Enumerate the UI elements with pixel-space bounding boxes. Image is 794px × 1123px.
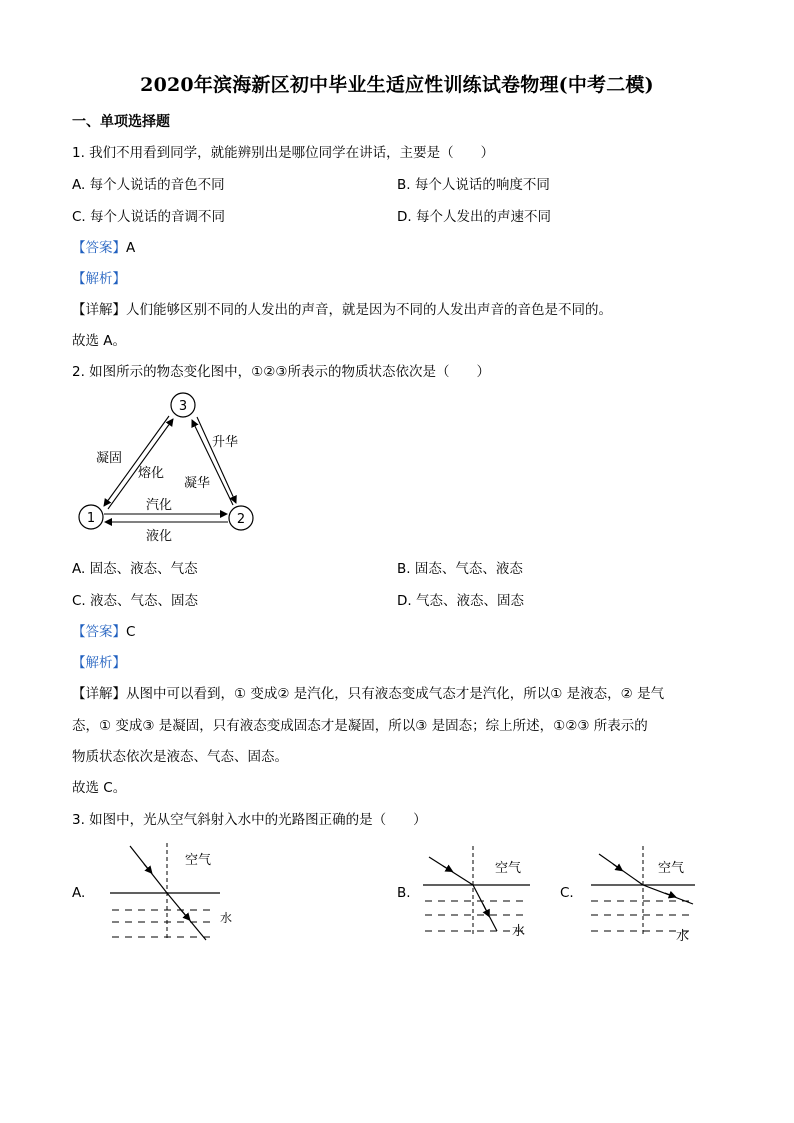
- incident-ray: [429, 857, 473, 885]
- detail-label: 【详解】: [72, 686, 126, 702]
- q2-option-b: B. 固态、气态、液态: [397, 561, 523, 577]
- q2-conclusion: 故选 C。: [72, 780, 127, 796]
- q2-option-d: D. 气态、液态、固态: [397, 593, 524, 609]
- label-sublimate: 升华: [212, 435, 239, 450]
- q2-stem: 2. 如图所示的物态变化图中，①②③所表示的物质状态依次是（ ）: [72, 364, 490, 380]
- arrow-sublimate: [192, 420, 233, 505]
- incident-arrow: [443, 866, 450, 870]
- q3-figure-b: [415, 842, 545, 947]
- phase-change-diagram: [70, 390, 270, 550]
- q1-option-d: D. 每个人发出的声速不同: [397, 209, 551, 225]
- label-melt: 熔化: [138, 466, 165, 481]
- answer-label: 【答案】: [72, 240, 126, 256]
- node-3-label: 3: [178, 399, 188, 414]
- detail-label: 【详解】: [72, 302, 126, 318]
- q2-detail-line-1: [72, 682, 664, 702]
- q2-option-c: C. 液态、气态、固态: [72, 593, 199, 609]
- label-deposit: 凝华: [184, 476, 211, 491]
- q3-figure-a-option: A.: [72, 885, 86, 901]
- answer-value: C: [126, 624, 136, 640]
- label-solidify: 凝固: [96, 451, 123, 466]
- node-2-label: 2: [236, 512, 246, 527]
- q3-figure-c-option: C.: [560, 885, 574, 901]
- q1-option-a: A. 每个人说话的音色不同: [72, 177, 225, 193]
- incident-ray: [599, 854, 643, 885]
- q2-analysis-label: 【解析】: [72, 655, 126, 671]
- incident-arrow: [144, 864, 150, 871]
- q1-conclusion: 故选 A。: [72, 333, 127, 349]
- air-label: 空气: [185, 853, 212, 868]
- q1-option-b: B. 每个人说话的响度不同: [397, 177, 550, 193]
- q2-answer: [72, 620, 135, 640]
- detail-text: 人们能够区别不同的人发出的声音，就是因为不同的人发出声音的音色是不同的。: [126, 302, 612, 318]
- section-heading: 一、单项选择题: [72, 114, 170, 130]
- page-title: 2020年滨海新区初中毕业生适应性训练试卷物理(中考二模): [140, 74, 654, 96]
- detail-text: 从图中可以看到，① 变成② 是汽化，只有液态变成气态才是汽化，所以① 是液态，② 是气: [126, 686, 665, 702]
- q2-detail-line-3: 物质状态依次是液态、气态、固态。: [72, 749, 288, 765]
- q1-option-c: C. 每个人说话的音调不同: [72, 209, 226, 225]
- q3-stem: 3. 如图中，光从空气斜射入水中的光路图正确的是（ ）: [72, 812, 427, 828]
- water-label: 水: [220, 911, 233, 925]
- answer-value: A: [126, 240, 136, 256]
- answer-label: 【答案】: [72, 624, 126, 640]
- q3-figure-c: [583, 842, 713, 947]
- air-label: 空气: [658, 861, 685, 876]
- q3-figure-a: [100, 838, 250, 948]
- label-vaporize: 汽化: [146, 498, 173, 513]
- q1-detail: [72, 298, 612, 318]
- incident-arrow: [613, 864, 620, 869]
- label-liquefy: 液化: [146, 529, 173, 544]
- q2-option-a: A. 固态、液态、气态: [72, 561, 198, 577]
- q3-figure-b-option: B.: [397, 885, 411, 901]
- q1-analysis-label: 【解析】: [72, 271, 126, 287]
- air-label: 空气: [495, 861, 522, 876]
- q1-answer: [72, 236, 135, 256]
- refracted-arrow: [665, 893, 673, 896]
- q1-stem: 1. 我们不用看到同学，就能辨别出是哪位同学在讲话，主要是（ ）: [72, 145, 495, 161]
- q2-detail-line-2: 态，① 变成③ 是凝固，只有液态变成固态才是凝固，所以③ 是固态；综上所述，①②③ 所表示的: [72, 718, 648, 734]
- node-1-label: 1: [86, 511, 96, 526]
- water-label: 水: [512, 924, 526, 939]
- refracted-arrow: [483, 904, 488, 914]
- water-label: 水: [676, 929, 690, 944]
